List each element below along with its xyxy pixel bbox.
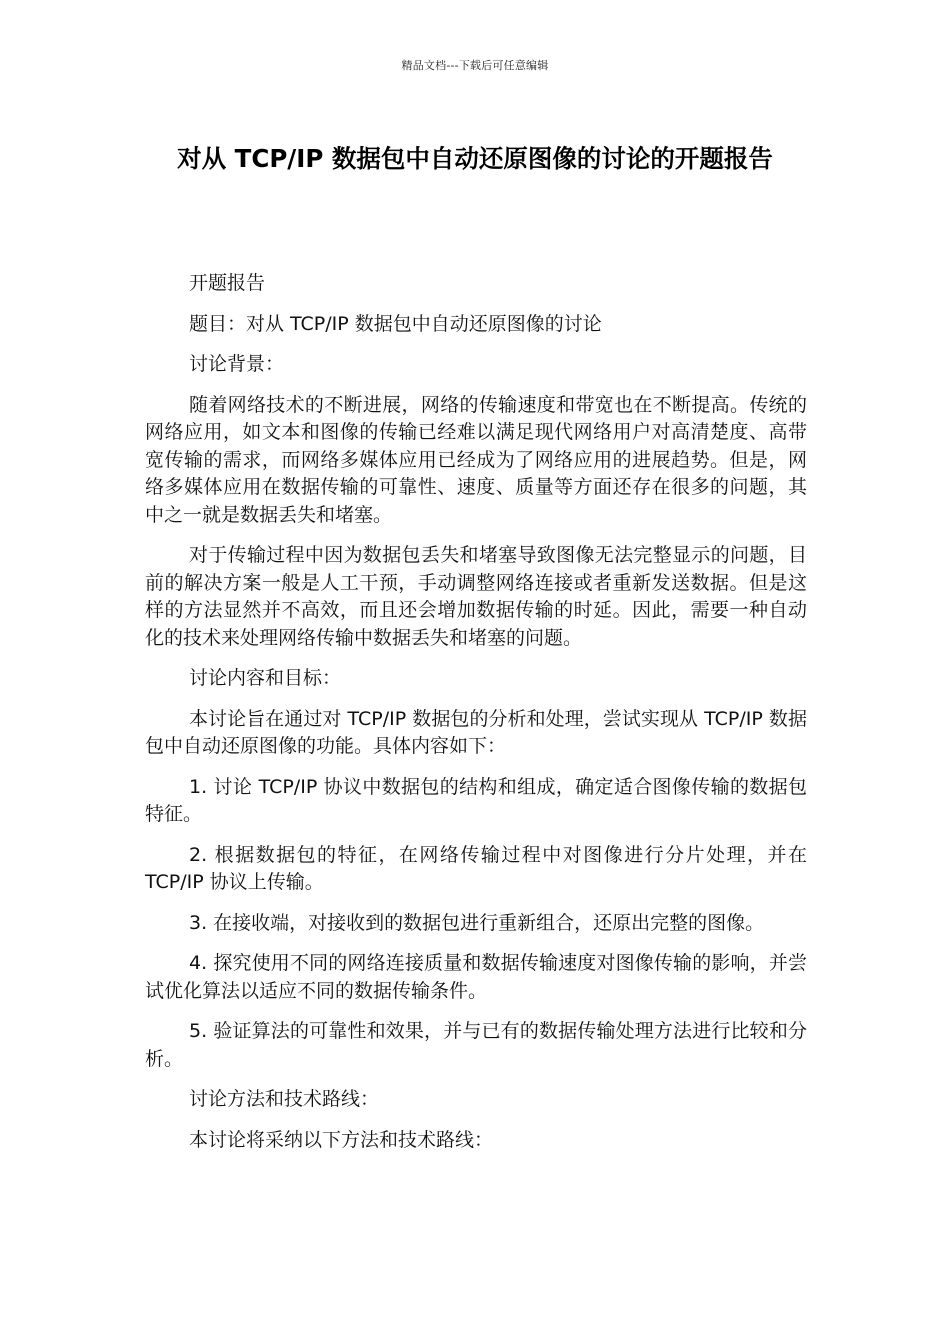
header-note: 精品文档---下载后可任意编辑 <box>401 59 549 72</box>
heading-methods: 讨论方法和技术路线： <box>189 1088 380 1110</box>
list-item-2: 2. 根据数据包的特征，在网络传输过程中对图像进行分片处理，并在 TCP/IP 协议上传输。 <box>145 843 807 893</box>
paragraph-background-1: 随着网络技术的不断进展，网络的传输速度和带宽也在不断提高。传统的网络应用，如文本和图像的传输已经难以满足现代网络用户对高清楚度、高带宽传输的需求，而网络多媒体应用已经成为了网络应用的进展趋势。但是，网络多媒体应用在数据传输的可靠性、速度、质量等方面还存在很多的问题，其中之一就是数据丢失和堵塞。 <box>145 393 807 526</box>
paragraph-content-intro: 本讨论旨在通过对 TCP/IP 数据包的分析和处理，尝试实现从 TCP/IP 数据包中自动还原图像的功能。具体内容如下： <box>145 707 807 757</box>
paragraph-topic: 题目：对从 TCP/IP 数据包中自动还原图像的讨论 <box>189 312 602 335</box>
paragraph-background-2: 对于传输过程中因为数据包丢失和堵塞导致图像无法完整显示的问题，目前的解决方案一般是人工干预，手动调整网络连接或者重新发送数据。但是这样的方法显然并不高效，而且还会增加数据传输的时延。因此，需要一种自动化的技术来处理网络传输中数据丢失和堵塞的问题。 <box>145 544 807 649</box>
list-item-3: 3. 在接收端，对接收到的数据包进行重新组合，还原出完整的图像。 <box>189 911 765 934</box>
list-item-5: 5. 验证算法的可靠性和效果，并与已有的数据传输处理方法进行比较和分析。 <box>145 1020 807 1070</box>
heading-content-goals: 讨论内容和目标： <box>189 667 342 689</box>
document-title: 对从 TCP/IP 数据包中自动还原图像的讨论的开题报告 <box>177 144 773 173</box>
list-item-4: 4. 探究使用不同的网络连接质量和数据传输速度对图像传输的影响，并尝试优化算法以适应不同的数据传输条件。 <box>145 952 807 1002</box>
paragraph-report-label: 开题报告 <box>189 272 266 294</box>
paragraph-methods-intro: 本讨论将采纳以下方法和技术路线： <box>189 1128 494 1151</box>
heading-background: 讨论背景： <box>189 353 285 375</box>
document-body <box>145 270 807 1167</box>
list-item-1: 1. 讨论 TCP/IP 协议中数据包的结构和组成，确定适合图像传输的数据包特征。 <box>145 775 807 825</box>
